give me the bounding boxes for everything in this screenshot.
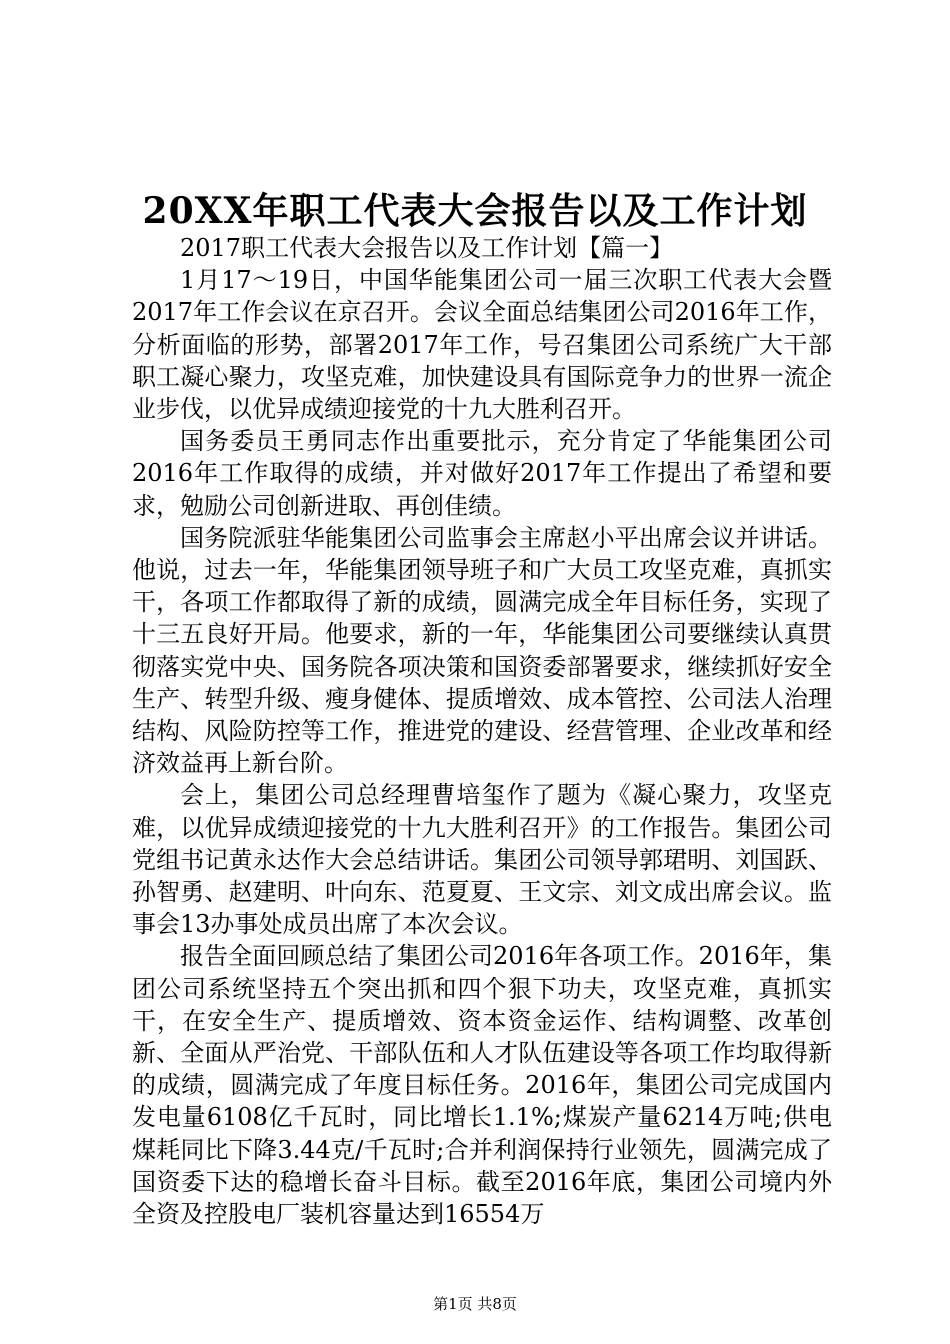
document-body: [132, 232, 832, 1230]
document-title: 20XX年职工代表大会报告以及工作计划: [142, 190, 808, 232]
paragraph: 1月17～19日，中国华能集团公司一届三次职工代表大会暨2017年工作会议在京召开。会议全面总结集团公司2016年工作，分析面临的形势，部署2017年工作，号召集团公司系统广大干部职工凝心聚力，攻坚克难，加快建设具有国际竞争力的世界一流企业步伐，以优异成绩迎接党的十九大胜利召开。: [132, 266, 832, 424]
paragraph: 报告全面回顾总结了集团公司2016年各项工作。2016年，集团公司系统坚持五个突出抓和四个狠下功夫，攻坚克难，真抓实干，在安全生产、提质增效、资本资金运作、结构调整、改革创新、全面从严治党、干部队伍和人才队伍建设等各项工作均取得新的成绩，圆满完成了年度目标任务。2016年，集团公司完成国内发电量6108亿千瓦时，同比增长1.1%;煤炭产量6214万吨;供电煤耗同比下降3.44克/千瓦时;合并利润保持行业领先，圆满完成了国资委下达的稳增长奋斗目标。截至2016年底，集团公司境内外全资及控股电厂装机容量达到16554万: [132, 942, 832, 1229]
paragraph: 国务院派驻华能集团公司监事会主席赵小平出席会议并讲话。他说，过去一年，华能集团领导班子和广大员工攻坚克难，真抓实干，各项工作都取得了新的成绩，圆满完成全年目标任务，实现了十三五良好开局。他要求，新的一年，华能集团公司要继续认真贯彻落实党中央、国务院各项决策和国资委部署要求，继续抓好安全生产、转型升级、瘦身健体、提质增效、成本管控、公司法人治理结构、风险防控等工作，推进党的建设、经营管理、企业改革和经济效益再上新台阶。: [132, 523, 832, 778]
paragraph: 会上，集团公司总经理曹培玺作了题为《凝心聚力，攻坚克难，以优异成绩迎接党的十九大胜利召开》的工作报告。集团公司党组书记黄永达作大会总结讲话。集团公司领导郭珺明、刘国跃、孙智勇、赵建明、叶向东、范夏夏、王文宗、刘文成出席会议。监事会13办事处成员出席了本次会议。: [132, 781, 832, 939]
page-footer: 第1页 共8页: [433, 1295, 517, 1313]
paragraph: 国务委员王勇同志作出重要批示，充分肯定了华能集团公司2016年工作取得的成绩，并对做好2017年工作提出了希望和要求，勉励公司创新进取、再创佳绩。: [132, 427, 832, 520]
paragraph-heading: 2017职工代表大会报告以及工作计划【篇一】: [180, 234, 674, 262]
